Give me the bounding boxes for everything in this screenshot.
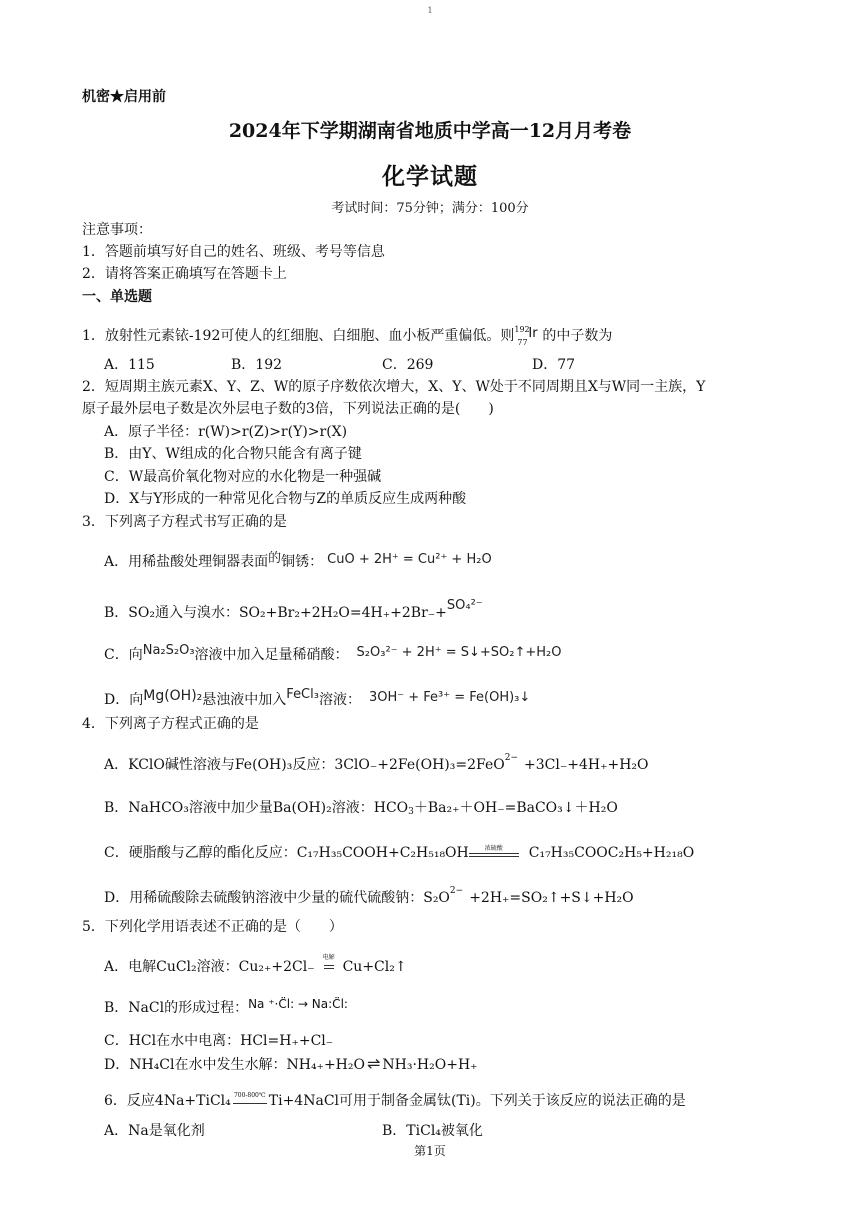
q4-option-c-text: C．硬脂酸与乙醇的酯化反应：C₁₇H₃₅COOH+C₂H₅₁₈OH: [104, 845, 469, 861]
iridium-nuclide: [514, 325, 542, 347]
q5-option-a-arrow: [315, 954, 343, 969]
q5-option-d: [104, 1055, 478, 1074]
q3-option-b: [104, 597, 483, 622]
q4-option-a-charge: 2−: [504, 753, 519, 763]
q6-stem-a: 6．反应4Na+TiCl₄: [104, 1093, 231, 1109]
q5-option-a-text: A．电解CuCl₂溶液：Cu₂₊+2Cl₋: [104, 959, 315, 975]
q4-option-c-arrow: [469, 845, 519, 857]
q6-stem: [104, 1092, 686, 1110]
notice-heading: 注意事项：: [82, 222, 152, 238]
q5-option-d-tail: NH₃·H₂O+H₊: [382, 1057, 478, 1073]
exam-time: 考试时间：75分钟；满分：100分: [331, 201, 529, 216]
q3-option-a: [104, 550, 492, 571]
q2-option-a: A．原子半径：r(W)>r(Z)>r(Y)>r(X): [104, 424, 348, 440]
q4-option-d-charge: 2−: [449, 886, 464, 896]
reversible-arrow-icon: ⇌: [366, 1054, 381, 1073]
q3-option-c-text2: 溶液中加入足量稀硝酸：: [194, 647, 349, 663]
q1-option-a: A．115: [104, 357, 155, 373]
top-page-number: 1: [427, 6, 433, 15]
page-footer: 第1页: [414, 1144, 446, 1158]
q1-stem-b: 的中子数为: [542, 328, 613, 344]
q3-option-d-text2: 悬浊液中加入: [202, 692, 287, 708]
q6-option-a: A．Na是氧化剂: [104, 1123, 205, 1139]
q1-stem-a: 1．放射性元素铱-192可使人的红细胞、白细胞、血小板严重偏低。则: [82, 328, 515, 344]
q5-stem: 5．下列化学用语表述不正确的是（ ）: [82, 919, 343, 935]
q2-stem-line2: 原子最外层电子数是次外层电子数的3倍，下列说法正确的是( ): [82, 401, 494, 417]
q3-stem: 3．下列离子方程式书写正确的是: [82, 514, 287, 530]
q3-option-c: [104, 642, 561, 664]
q2-stem-line1: 2．短周期主族元素X、Y、Z、W的原子序数依次增大，X、Y、W处于不同周期且X与W同一主族，Y: [82, 379, 706, 395]
q5-option-b-text: B．NaCl的形成过程：: [104, 1000, 249, 1016]
q3-option-d: [104, 686, 530, 709]
q3-option-d-formula: Mg(OH)₂: [143, 688, 203, 704]
q4-stem: 4．下列离子方程式正确的是: [82, 716, 259, 732]
q1-option-b: B．192: [231, 357, 283, 373]
nuclide-symbol: Ir: [528, 326, 538, 341]
q4-option-c-condition: 浓硫酸: [484, 845, 503, 852]
q5-option-a: [104, 954, 407, 976]
q4-option-b: B．NaHCO₃溶液中加少量Ba(OH)₂溶液：HCO3＋Ba₂₊＋OH₋=BaCO₃↓＋H₂O: [104, 800, 618, 817]
q3-option-a-text2: 铜锈：: [281, 554, 324, 570]
notice-item-2: 2．请将答案正确填写在答题卡上: [82, 266, 287, 282]
q5-option-c: C．HCl在水中电离：HCl=H₊+Cl₋: [104, 1033, 334, 1049]
notice-item-1: 1．答题前填写好自己的姓名、班级、考号等信息: [82, 244, 385, 260]
q6-arrow: [233, 1091, 267, 1104]
q5-option-b-electron-formula: Na ⁺·C̈l: → Na:C̈l:: [248, 997, 348, 1011]
q4-option-b-tail: ＋Ba₂₊＋OH₋=BaCO₃↓＋H₂O: [413, 800, 618, 816]
q4-option-c-tail: C₁₇H₃₅COOC₂H₅+H₂₁₈O: [528, 845, 695, 861]
q5-option-a-tail: Cu+Cl₂↑: [342, 959, 407, 975]
q3-option-c-equation: S₂O₃²⁻ + 2H⁺ = S↓+SO₂↑+H₂O: [356, 645, 562, 660]
q3-option-d-text3: 溶液：: [318, 692, 361, 708]
section-single-choice: 一、单选题: [82, 289, 152, 305]
q5-option-d-text: D．NH₄Cl在水中发生水解：NH₄₊+H₂O: [104, 1057, 365, 1073]
q1-stem: [82, 325, 612, 345]
q4-option-a-tail: +3Cl₋+4H₊+H₂O: [524, 757, 649, 773]
q1-option-d: D．77: [532, 357, 576, 373]
nuclide-mass: 192: [514, 325, 530, 334]
q3-option-a-equation: CuO + 2H⁺ = Cu²⁺ + H₂O: [327, 552, 492, 567]
q4-option-d: [104, 886, 634, 909]
q3-option-d-text: D．向: [104, 692, 144, 708]
exam-title: 2024年下学期湖南省地质中学高一12月月考卷: [228, 120, 632, 142]
q3-option-b-ion: SO₄²⁻: [446, 598, 483, 613]
q2-option-b: B．由Y、W组成的化合物只能含有离子键: [104, 446, 362, 462]
q3-option-c-formula: Na₂S₂O₃: [142, 643, 195, 658]
subject-title: 化学试题: [382, 163, 478, 190]
q2-option-c: C．W最高价氧化物对应的水化物是一种强碱: [104, 469, 382, 485]
q3-option-c-text: C．向: [104, 647, 143, 663]
q3-option-b-text: B．SO₂通入与溴水：SO₂+Br₂+2H₂O=4H₊+2Br₋+: [104, 605, 447, 621]
q4-option-b-text: B．NaHCO₃溶液中加少量Ba(OH)₂溶液：HCO: [104, 800, 409, 816]
q6-stem-b: Ti+4NaCl可用于制备金属钛(Ti)。下列关于该反应的说法正确的是: [268, 1093, 686, 1109]
q2-option-d: D．X与Y形成的一种常见化合物与Z的单质反应生成两种酸: [104, 491, 467, 507]
confidential-label: 机密★启用前: [82, 89, 166, 105]
q6-options: [104, 1122, 483, 1140]
q4-option-a: [104, 753, 649, 776]
q3-option-a-text: A．用稀盐酸处理铜器表面: [104, 554, 269, 570]
q5-option-a-condition: 电解: [322, 954, 335, 961]
q4-option-d-text: D．用稀硫酸除去硫酸钠溶液中少量的硫代硫酸钠：S₂O: [104, 890, 450, 906]
q3-option-d-equation: 3OH⁻ + Fe³⁺ = Fe(OH)₃↓: [368, 690, 531, 705]
q6-option-b: B．TiCl₄被氧化: [382, 1123, 483, 1139]
q4-option-a-text: A．KClO碱性溶液与Fe(OH)₃反应：3ClO₋+2Fe(OH)₃=2FeO: [104, 757, 505, 773]
q4-option-d-tail: +2H₊=SO₂↑+S↓+H₂O: [469, 890, 634, 906]
q6-condition: 700-800℃: [233, 1091, 266, 1099]
q5-option-b: [104, 995, 348, 1017]
q3-option-d-formula2: FeCl₃: [286, 687, 319, 702]
nuclide-z: 77: [517, 338, 528, 347]
q1-options: [104, 356, 575, 374]
q1-option-c: C．269: [382, 357, 434, 373]
q3-option-a-glyph: 的: [268, 551, 282, 566]
q4-option-c: [104, 844, 694, 862]
